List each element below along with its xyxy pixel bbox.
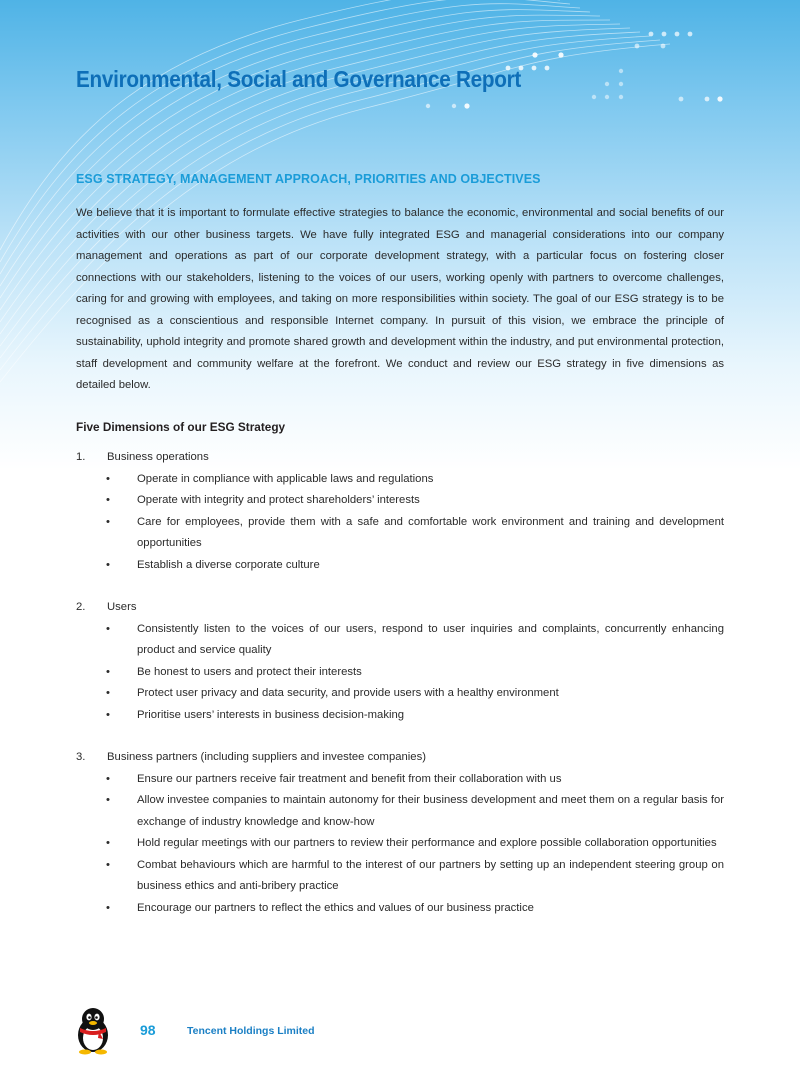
bullet-icon: • bbox=[106, 687, 110, 699]
bullet-item bbox=[76, 855, 724, 898]
bullet-icon: • bbox=[106, 472, 110, 485]
decor-dot bbox=[619, 69, 623, 73]
dimension-number: 1. bbox=[76, 451, 86, 463]
bullet-item bbox=[76, 662, 724, 684]
dimension-title-row bbox=[76, 747, 724, 769]
bullet-list bbox=[76, 619, 724, 727]
bullet-text: Establish a diverse corporate culture bbox=[137, 558, 320, 571]
decor-dot bbox=[688, 32, 693, 37]
decor-dot bbox=[635, 44, 640, 49]
bullet-icon: • bbox=[106, 837, 110, 849]
bullet-icon: • bbox=[106, 558, 110, 571]
page-number: 98 bbox=[140, 1022, 156, 1038]
dimension-title: Business partners (including suppliers and investee companies) bbox=[107, 751, 426, 763]
report-title: Environmental, Social and Governance Report bbox=[76, 66, 522, 92]
bullet-icon: • bbox=[106, 494, 110, 506]
bullet-text: Operate with integrity and protect shareholders’ interests bbox=[137, 494, 420, 506]
bullet-text: Ensure our partners receive fair treatment and benefit from their collaboration with us bbox=[137, 772, 562, 785]
dimension-title: Users bbox=[107, 601, 137, 613]
decor-dot bbox=[426, 104, 430, 108]
bullet-text: Protect user privacy and data security, and provide users with a healthy environment bbox=[137, 687, 559, 699]
bullet-item bbox=[76, 619, 724, 662]
decor-dot bbox=[452, 104, 456, 108]
bullet-item bbox=[76, 769, 724, 791]
bullet-text: Care for employees, provide them with a safe and comfortable work environment and training and development opportunities bbox=[137, 515, 724, 549]
decor-dot bbox=[675, 32, 680, 37]
bullet-item bbox=[76, 898, 724, 920]
dimension-title-row bbox=[76, 447, 724, 469]
decor-dot bbox=[662, 32, 667, 37]
penguin-mascot-icon bbox=[72, 1005, 114, 1055]
decor-dot bbox=[532, 52, 537, 57]
bullet-item bbox=[76, 705, 724, 727]
bullet-icon: • bbox=[106, 858, 110, 871]
bullet-item bbox=[76, 683, 724, 705]
bullet-icon: • bbox=[106, 708, 110, 721]
bullet-text: Operate in compliance with applicable laws and regulations bbox=[137, 472, 434, 485]
decor-dot bbox=[592, 95, 596, 99]
decor-dot bbox=[619, 82, 623, 86]
bullet-item bbox=[76, 469, 724, 491]
intro-paragraph: We believe that it is important to formulate effective strategies to balance the economic, environmental and social benefits of our activities with our other business targets. We have fully integrated ESG and managerial considerations into our company management and operations as part of our corporate development strategy, with a particular focus on fostering closer connections with our stakeholders, listening to the voices of our users, working openly with partners to overcome challenges, caring for and growing with employees, and taking on more responsibilities within society. The goal of our ESG strategy is to be recognised as a conscientious and responsible Internet company. In pursuit of this vision, we embrace the principle of sustainability, uphold integrity and promote shared growth and development within the industry, and put environmental protection, staff development and community welfare at the forefront. We conduct and review our ESG strategy in five dimensions as detailed below. bbox=[76, 207, 724, 391]
bullet-item bbox=[76, 833, 724, 855]
bullet-icon: • bbox=[106, 515, 110, 528]
section-heading: ESG STRATEGY, MANAGEMENT APPROACH, PRIORITIES AND OBJECTIVES bbox=[76, 172, 541, 186]
decor-dot bbox=[661, 44, 666, 49]
bullet-text: Consistently listen to the voices of our users, respond to user inquiries and complaints, concurrently enhancing product and service quality bbox=[137, 622, 724, 656]
dimensions-subheading: Five Dimensions of our ESG Strategy bbox=[76, 420, 286, 434]
decor-dot bbox=[545, 66, 550, 71]
bullet-item bbox=[76, 512, 724, 555]
bullet-icon: • bbox=[106, 622, 110, 635]
bullet-text: Be honest to users and protect their interests bbox=[137, 665, 362, 678]
decor-dot bbox=[649, 32, 654, 37]
bullet-list bbox=[76, 769, 724, 920]
bullet-text: Combat behaviours which are harmful to the interest of our partners by setting up an independent steering group on business ethics and anti-bribery practice bbox=[137, 858, 724, 892]
decor-dot bbox=[558, 52, 563, 57]
bullet-icon: • bbox=[106, 901, 110, 914]
dimension-title-row bbox=[76, 597, 724, 619]
bullet-text: Hold regular meetings with our partners to review their performance and explore possible collaboration opportunities bbox=[137, 837, 717, 849]
bullet-item bbox=[76, 490, 724, 512]
dimension-users bbox=[76, 597, 724, 726]
decor-dot bbox=[605, 95, 609, 99]
decor-dot bbox=[705, 97, 710, 102]
decor-dot bbox=[605, 82, 609, 86]
dimension-number: 3. bbox=[76, 751, 86, 763]
bullet-text: Prioritise users’ interests in business decision-making bbox=[137, 708, 405, 721]
decor-dot bbox=[619, 95, 623, 99]
company-name: Tencent Holdings Limited bbox=[187, 1025, 315, 1037]
bullet-icon: • bbox=[106, 794, 110, 806]
bullet-text: Encourage our partners to reflect the ethics and values of our business practice bbox=[137, 901, 534, 914]
bullet-item bbox=[76, 555, 724, 577]
bullet-icon: • bbox=[106, 665, 110, 678]
dimension-business-partners bbox=[76, 747, 724, 919]
dimension-business-operations bbox=[76, 447, 724, 576]
bullet-icon: • bbox=[106, 772, 110, 785]
bullet-text: Allow investee companies to maintain autonomy for their business development and meet them on a regular basis for exchange of industry knowledge and know-how bbox=[137, 794, 724, 828]
decor-dot bbox=[464, 103, 469, 108]
dimension-title: Business operations bbox=[107, 451, 209, 463]
bullet-list bbox=[76, 469, 724, 577]
decor-dot bbox=[717, 96, 722, 101]
decor-dot bbox=[679, 97, 684, 102]
decor-dot bbox=[532, 66, 537, 71]
dimension-number: 2. bbox=[76, 601, 86, 613]
bullet-item bbox=[76, 790, 724, 833]
